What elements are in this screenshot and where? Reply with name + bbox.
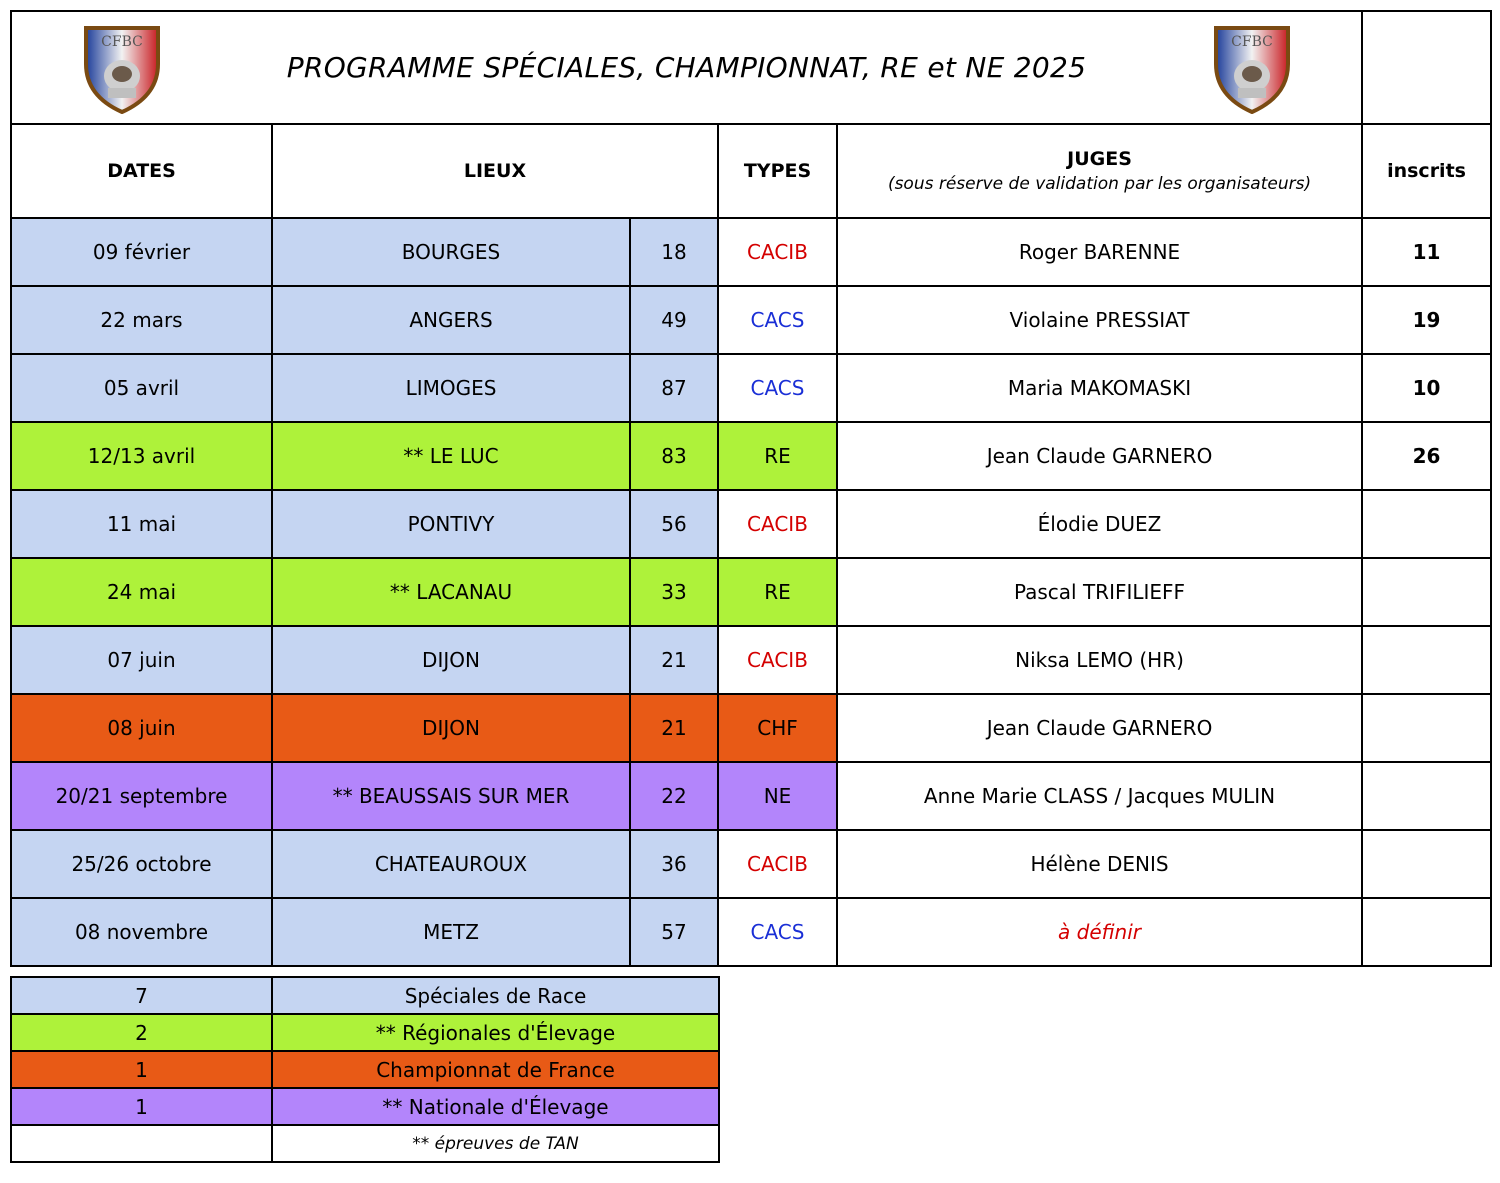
- date-cell: 05 avril: [11, 354, 272, 422]
- table-row: [11, 490, 1491, 558]
- lieu-cell: CHATEAUROUX: [272, 830, 630, 898]
- juge-cell: Roger BARENNE: [837, 218, 1362, 286]
- juge-cell: à définir: [837, 898, 1362, 966]
- lieu-cell: BOURGES: [272, 218, 630, 286]
- legend-row: [11, 1051, 719, 1088]
- inscrits-cell: [1362, 490, 1491, 558]
- legend-count: 1: [11, 1088, 272, 1125]
- header-inscrits: inscrits: [1362, 124, 1491, 218]
- date-cell: 20/21 septembre: [11, 762, 272, 830]
- legend-row: [11, 1014, 719, 1051]
- juge-cell: Élodie DUEZ: [837, 490, 1362, 558]
- dept-cell: 57: [630, 898, 718, 966]
- legend-row: [11, 977, 719, 1014]
- juge-cell: Jean Claude GARNERO: [837, 694, 1362, 762]
- legend-note-empty: [11, 1125, 272, 1162]
- legend-count: 2: [11, 1014, 272, 1051]
- juge-cell: Niksa LEMO (HR): [837, 626, 1362, 694]
- juge-cell: Jean Claude GARNERO: [837, 422, 1362, 490]
- date-cell: 07 juin: [11, 626, 272, 694]
- date-cell: 24 mai: [11, 558, 272, 626]
- legend-label: ** Nationale d'Élevage: [272, 1088, 719, 1125]
- inscrits-cell: 26: [1362, 422, 1491, 490]
- dept-cell: 18: [630, 218, 718, 286]
- inscrits-cell: 19: [1362, 286, 1491, 354]
- header-juges-note: (sous réserve de validation par les organisateurs): [887, 174, 1312, 194]
- juge-cell: Violaine PRESSIAT: [837, 286, 1362, 354]
- header-types: TYPES: [718, 124, 837, 218]
- inscrits-cell: [1362, 898, 1491, 966]
- legend-count: 7: [11, 977, 272, 1014]
- dept-cell: 49: [630, 286, 718, 354]
- dept-cell: 83: [630, 422, 718, 490]
- type-cell: CACIB: [718, 830, 837, 898]
- dept-cell: 21: [630, 626, 718, 694]
- dept-cell: 36: [630, 830, 718, 898]
- type-cell: CHF: [718, 694, 837, 762]
- table-row: [11, 218, 1491, 286]
- logo-text: CFBC: [101, 34, 143, 50]
- lieu-cell: PONTIVY: [272, 490, 630, 558]
- lieu-cell: DIJON: [272, 626, 630, 694]
- legend-note: ** épreuves de TAN: [272, 1125, 719, 1162]
- legend-table: [10, 976, 720, 1163]
- header-juges-label: JUGES: [1067, 148, 1132, 170]
- logo-text: CFBC: [1231, 34, 1273, 50]
- legend-row: [11, 1088, 719, 1125]
- inscrits-cell: [1362, 626, 1491, 694]
- header-lieux: LIEUX: [272, 124, 718, 218]
- type-cell: CACIB: [718, 490, 837, 558]
- programme-table: [10, 10, 1492, 967]
- juge-cell: Pascal TRIFILIEFF: [837, 558, 1362, 626]
- juge-cell: Anne Marie CLASS / Jacques MULIN: [837, 762, 1362, 830]
- type-cell: CACS: [718, 286, 837, 354]
- title-row: [11, 11, 1491, 124]
- club-logo-left: [80, 24, 164, 114]
- dept-cell: 21: [630, 694, 718, 762]
- dept-cell: 56: [630, 490, 718, 558]
- dept-cell: 87: [630, 354, 718, 422]
- table-row: [11, 422, 1491, 490]
- inscrits-cell: [1362, 694, 1491, 762]
- lieu-cell: METZ: [272, 898, 630, 966]
- header-row: [11, 124, 1491, 218]
- table-row: [11, 626, 1491, 694]
- legend-count: 1: [11, 1051, 272, 1088]
- lieu-cell: ** BEAUSSAIS SUR MER: [272, 762, 630, 830]
- table-row: [11, 694, 1491, 762]
- inscrits-cell: [1362, 830, 1491, 898]
- dept-cell: 33: [630, 558, 718, 626]
- type-cell: RE: [718, 422, 837, 490]
- table-row: [11, 762, 1491, 830]
- lieu-cell: ** LACANAU: [272, 558, 630, 626]
- type-cell: CACIB: [718, 626, 837, 694]
- table-row: [11, 898, 1491, 966]
- lieu-cell: DIJON: [272, 694, 630, 762]
- table-row: [11, 286, 1491, 354]
- date-cell: 12/13 avril: [11, 422, 272, 490]
- page-title: PROGRAMME SPÉCIALES, CHAMPIONNAT, RE et NE 2025: [286, 51, 1087, 84]
- header-juges: [837, 124, 1362, 218]
- inscrits-cell: 11: [1362, 218, 1491, 286]
- date-cell: 22 mars: [11, 286, 272, 354]
- legend-label: Championnat de France: [272, 1051, 719, 1088]
- date-cell: 08 novembre: [11, 898, 272, 966]
- juge-cell: Maria MAKOMASKI: [837, 354, 1362, 422]
- date-cell: 11 mai: [11, 490, 272, 558]
- table-row: [11, 830, 1491, 898]
- type-cell: CACS: [718, 898, 837, 966]
- juge-cell: Hélène DENIS: [837, 830, 1362, 898]
- title-cell: [11, 11, 1362, 124]
- table-row: [11, 558, 1491, 626]
- type-cell: CACIB: [718, 218, 837, 286]
- legend-label: ** Régionales d'Élevage: [272, 1014, 719, 1051]
- type-cell: NE: [718, 762, 837, 830]
- lieu-cell: ** LE LUC: [272, 422, 630, 490]
- table-row: [11, 354, 1491, 422]
- lieu-cell: LIMOGES: [272, 354, 630, 422]
- type-cell: CACS: [718, 354, 837, 422]
- inscrits-cell: [1362, 762, 1491, 830]
- date-cell: 08 juin: [11, 694, 272, 762]
- date-cell: 25/26 octobre: [11, 830, 272, 898]
- title-empty-cell: [1362, 11, 1491, 124]
- inscrits-cell: 10: [1362, 354, 1491, 422]
- type-cell: RE: [718, 558, 837, 626]
- lieu-cell: ANGERS: [272, 286, 630, 354]
- legend-note-row: [11, 1125, 719, 1162]
- dept-cell: 22: [630, 762, 718, 830]
- date-cell: 09 février: [11, 218, 272, 286]
- inscrits-cell: [1362, 558, 1491, 626]
- club-logo-right: [1210, 24, 1294, 114]
- legend-label: Spéciales de Race: [272, 977, 719, 1014]
- header-dates: DATES: [11, 124, 272, 218]
